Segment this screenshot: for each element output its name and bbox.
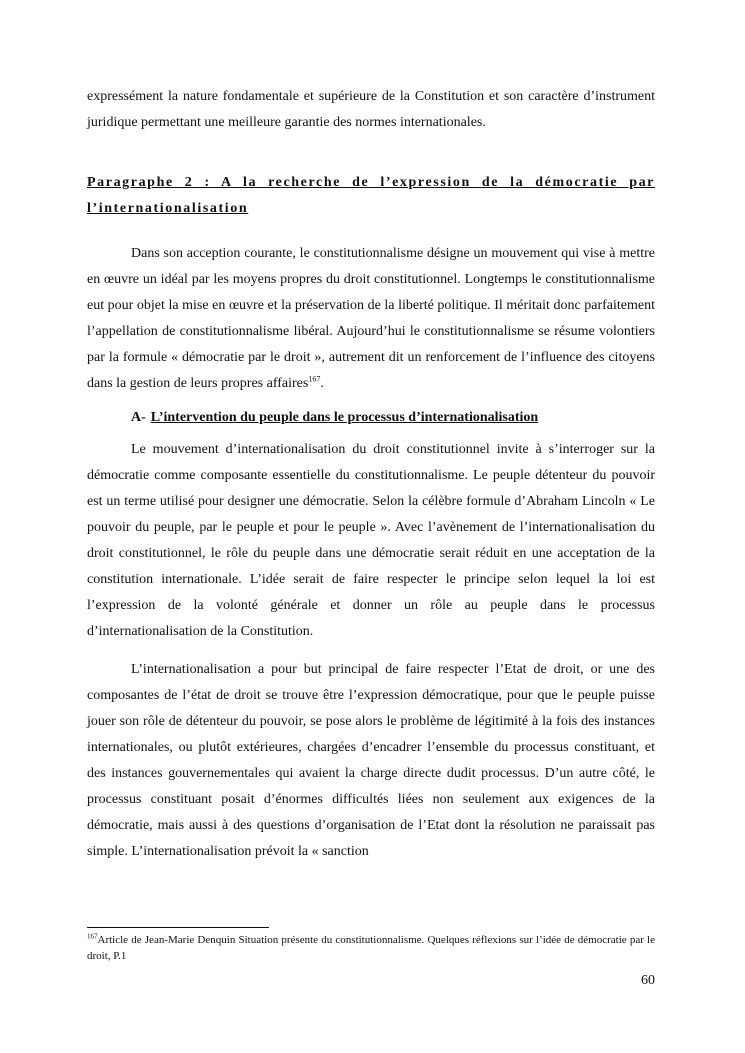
footnote-number: 167 <box>87 932 98 941</box>
footnote-ref-167: 167 <box>308 374 321 384</box>
subsection-title: L’intervention du peuple dans le processus d’internationalisation <box>150 410 539 425</box>
section-heading: Paragraphe 2 : A la recherche de l’expression de la démocratie par l’internationalisation <box>87 175 655 216</box>
paragraph-1-text: Dans son acception courante, le constitutionnalisme désigne un mouvement qui vise à mettre en œuvre un idéal par les moyens propres du droit constitutionnel. Longtemps le constitutionnalisme eut pour objet la mise en œuvre et la préservation de la liberté politique. Il méritait donc parfaitement l’appellation de constitutionnalisme libéral. Aujourd’hui le constitutionnalisme se résume volontiers par la formule « démocratie par le droit », autrement dit un renforcement de l’influence des citoyens dans la gestion de leurs propres affaires <box>87 246 655 391</box>
paragraph-3: L’internationalisation a pour but principal de faire respecter l’Etat de droit, or une des composantes de l’état de droit se trouve être l’expression démocratique, pour que le peuple puisse jouer son rôle de détenteur du pouvoir, se pose alors le problème de légitimité à la fois des instances internationales, ou plutôt extérieures, chargées d’encadrer l’ensemble du processus constituant, et des instances gouvernementales qui avaient la charge directe dudit processus. D’un autre côté, le processus constituant posait d’énormes difficultés liées non seulement aux exigences de la démocratie, mais aussi à des questions d’organisation de l’Etat dont la résolution ne paraissait pas simple. L’internationalisation prévoit la « sanction <box>87 662 655 859</box>
para2-block <box>87 437 655 645</box>
subsection-number: A- <box>131 410 146 425</box>
subsection-heading-block <box>87 405 655 431</box>
intro-block <box>87 84 655 136</box>
subsection-heading <box>87 405 655 431</box>
section-heading-block <box>87 170 655 222</box>
footnote-separator <box>87 927 269 928</box>
paragraph-1-end: . <box>320 376 324 391</box>
para1-block <box>87 241 655 397</box>
para3-block <box>87 657 655 865</box>
page-number: 60 <box>641 973 655 988</box>
footnote <box>87 932 655 964</box>
paragraph-2: Le mouvement d’internationalisation du droit constitutionnel invite à s’interroger sur la démocratie comme composante essentielle du constitutionnalisme. Le peuple détenteur du pouvoir est un terme utilisé pour designer une démocratie. Selon la célèbre formule d’Abraham Lincoln « Le pouvoir du peuple, par le peuple et pour le peuple ». Avec l’avènement de l’internationalisation du droit constitutionnel, le rôle du peuple dans une démocratie serait réduit en une acceptation de la constitution internationale. L’idée serait de faire respecter le principe selon lequel la loi est l’expression de la volonté générale et donner un rôle au peuple dans le processus d’internationalisation de la Constitution. <box>87 442 655 639</box>
paragraph-1 <box>87 241 655 397</box>
intro-paragraph: expressément la nature fondamentale et supérieure de la Constitution et son caractère d’instrument juridique permettant une meilleure garantie des normes internationales. <box>87 89 655 130</box>
footnote-text: Article de Jean-Marie Denquin Situation présente du constitutionnalisme. Quelques réflexions sur l’idée de démocratie par le droit, P.1 <box>87 934 655 962</box>
